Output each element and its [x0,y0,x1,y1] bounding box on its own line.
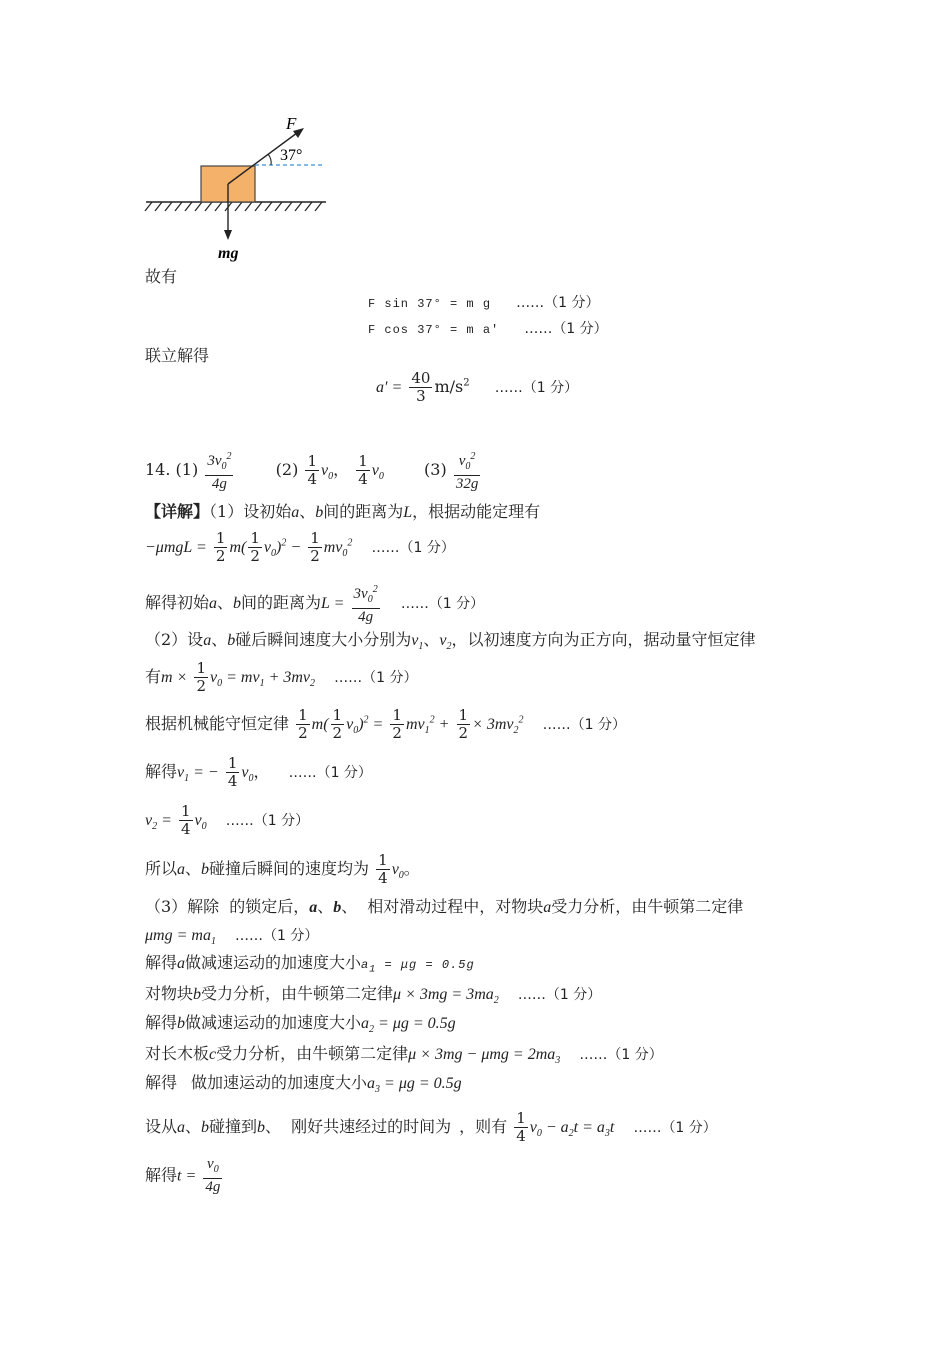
mechanical-energy-equation: 根据机械能守恒定律 $\frac{1}{2}$ m( $\frac{1}{2}$ $v_0)^2$ = $\frac{1}{2}$ $mv_1^2$ + $\frac{1}{2}$ × $3mv_2^2$ ……（1 分） [145,706,626,742]
score-tag: ……（1 分） [516,295,600,311]
detail-line-14: 解得b做减速运动的加速度大小$a_2 = \mu g = 0.5g$ [145,1013,456,1036]
score-tag: ……（1 分） [517,987,602,1003]
weight-arrowhead [224,230,232,240]
score-tag: ……（1 分） [225,813,310,829]
energy-equation: −μmgL = $\frac{1}{2}$ m( $\frac{1}{2}$ $v_0)^2$ − $\frac{1}{2}$ $mv_0^2$ ……（1 分） [145,529,455,565]
force-diagram [140,110,340,270]
detail-line-1: 【详解】（1）设初始a、b间的距离为L，根据动能定理有 [145,502,541,521]
q14-number: 14. [145,460,171,479]
solve-t: 解得t = $\frac{v_0}{4g}$ [145,1156,221,1195]
force-label: F [286,114,297,133]
q14-answers: 14. (1) $\frac{3v_0^2}{4g}$ (2) $\frac{1}{4}$ $v_0$， $\frac{1}{4}$ $v_0$ (3) $\frac{v_0^2}{32g}$ [145,448,482,493]
q14-part1: (1) [175,460,199,479]
lianli-text: 联立解得 [145,346,210,365]
xiangjie-label: 【详解】 [145,502,210,521]
angle-arc [268,154,271,165]
equation-1 [368,292,599,314]
gu-you-text: 故有 [145,267,178,286]
score-tag: ……（1 分） [235,928,319,944]
detail-line-12: 解得a做减速运动的加速度大小$a_1 = \mu g = 0.5g$ [145,953,475,976]
score-tag: ……（1 分） [633,1120,717,1136]
result-a-prime: a′ = $\frac{40}{3}$ $m/s^2$ ……（1 分） [376,369,579,405]
score-tag: ……（1 分） [542,717,626,733]
ground-hatch [145,202,322,211]
detail-line-13: 对物块b受力分析，由牛顿第二定律$\mu \times 3mg = 3ma_2$ ……（1 分） [145,984,602,1007]
weight-label: mg [218,245,239,262]
detail-line-10: （3）解除 的锁定后，a、b、 相对滑动过程中，对物块a受力分析，由牛顿第二定律 [145,897,744,916]
q14-part3: (3) [424,460,447,479]
eq1-text: F sin 37° = m g [368,297,492,311]
detail-line-4: （2）设a、b碰后瞬间速度大小分别为$v_1$、$v_2$，以初速度方向为正方向，据动量守恒定律 [145,630,756,653]
detail-line-9: 所以a、b碰撞后瞬间的速度均为 $\frac{1}{4}$ $v_0$。 [145,851,420,887]
equation-2 [368,318,608,340]
q14-part2: (2) [275,460,299,479]
solve-v1: 解得$v_1$ = − $\frac{1}{4}$ $v_0$， ……（1 分） [145,754,372,790]
score-tag: ……（1 分） [334,670,418,686]
detail-line-17: 设从a、b碰撞到b、 刚好共速经过的时间为 ，则有 $\frac{1}{4}$ $v_0 - a_2t = a_3t$ ……（1 分） [145,1109,717,1145]
eq2-text: F cos 37° = m a′ [368,323,500,337]
score-tag: ……（1 分） [288,765,372,781]
momentum-equation: 有m × $\frac{1}{2}$ $v_0 = mv_1 + 3mv_2$ ……（1 分） [145,659,418,695]
detail-line-3: 解得初始a、b间的距离为L = $\frac{3v_0^2}{4g}$ ……（1 分） [145,581,484,626]
score-tag: ……（1 分） [524,321,608,337]
score-tag: ……（1 分） [371,540,455,556]
detail-line-15: 对长木板c受力分析，由牛顿第二定律$\mu \times 3mg - \mu mg = 2ma_3$ ……（1 分） [145,1044,663,1067]
score-tag: ……（1 分） [400,596,485,612]
detail-line-16: 解得 做加速运动的加速度大小$a_3 = \mu g = 0.5g$ [145,1073,462,1096]
angle-label: 37° [280,147,303,164]
solve-v2: $v_2$ = $\frac{1}{4}$ $v_0$ ……（1 分） [145,802,310,838]
newton-a: $\mu mg = ma_1$ ……（1 分） [145,927,319,948]
score-tag: ……（1 分） [579,1047,663,1063]
score-tag: ……（1 分） [494,380,579,396]
